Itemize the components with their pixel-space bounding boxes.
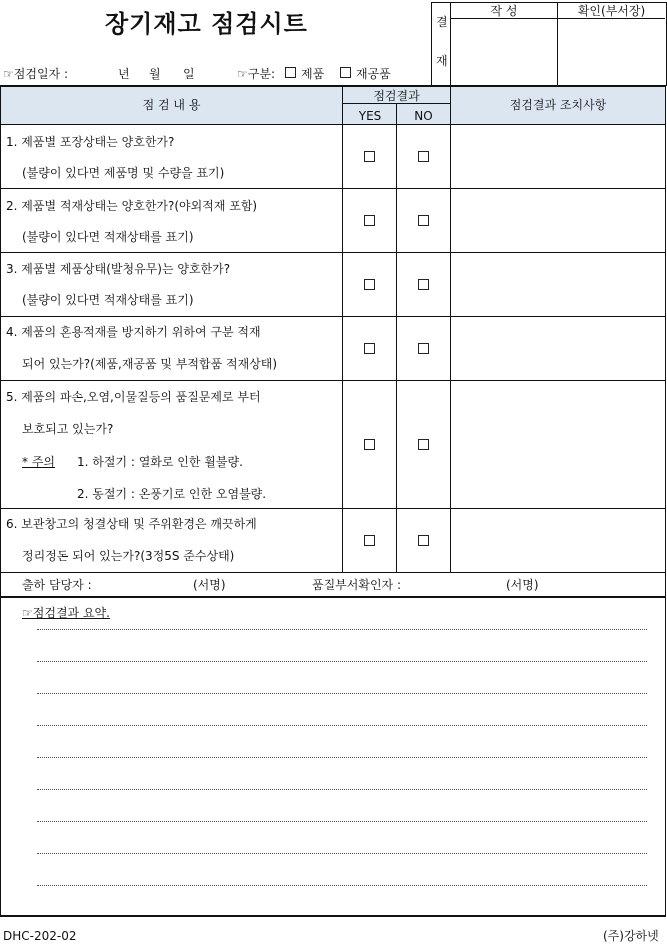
item-2-question: 2. 제품별 적재상태는 양호한가?(야외적재 포함): [6, 199, 258, 213]
item-1-yes-checkbox[interactable]: [364, 151, 375, 162]
item-4-question: 4. 제품의 혼용적재를 방지하기 위하여 구분 적재: [6, 325, 261, 339]
company-name: (주)강하넷: [603, 929, 659, 943]
approval-side-top: 결: [436, 15, 448, 29]
item-5-yes-checkbox[interactable]: [364, 439, 375, 450]
col-yes-header: YES: [358, 109, 382, 123]
approval-write-header: 작 성: [490, 4, 518, 18]
item-6-question-cont: 정리정돈 되어 있는가?(3정5S 준수상태): [22, 549, 235, 563]
item-2-instruction: (불량이 있다면 적재상태를 표기): [22, 230, 194, 244]
item-5-no-checkbox[interactable]: [418, 439, 429, 450]
item-3-yes-checkbox[interactable]: [364, 279, 375, 290]
item-4-action-cell[interactable]: [452, 318, 664, 379]
shipper-label: 출하 담당자 :: [22, 578, 92, 592]
item-5-action-cell[interactable]: [452, 382, 664, 507]
item-4-yes-checkbox[interactable]: [364, 343, 375, 354]
summary-area[interactable]: [37, 626, 649, 891]
category-label: ☞구분:: [237, 67, 275, 81]
item-3-action-cell[interactable]: [452, 254, 664, 315]
doc-code: DHC-202-02: [3, 929, 77, 943]
item-1-action-cell[interactable]: [452, 126, 664, 187]
approval-confirm-sign-cell[interactable]: [558, 19, 664, 84]
item-5-question-cont: 보호되고 있는가?: [22, 422, 114, 436]
summary-label: ☞점검결과 요약.: [22, 606, 110, 620]
date-year-label: 년: [118, 67, 130, 81]
item-3-question: 3. 제품별 제품상태(발청유무)는 양호한가?: [6, 262, 231, 276]
approval-write-sign-cell[interactable]: [451, 19, 557, 84]
item-6-action-cell[interactable]: [452, 510, 664, 571]
col-result-header: 점검결과: [373, 89, 420, 103]
item-1-instruction: (불량이 있다면 제품명 및 수량을 표기): [22, 166, 225, 180]
item-4-no-checkbox[interactable]: [418, 343, 429, 354]
qa-sign-field[interactable]: (서명): [506, 578, 539, 592]
item-5-question: 5. 제품의 파손,오염,이물질등의 품질문제로 부터: [6, 390, 261, 404]
date-day-label: 일: [183, 67, 195, 81]
date-month-label: 월: [149, 67, 161, 81]
approval-confirm-header: 확인(부서장): [577, 4, 646, 18]
item-6-yes-checkbox[interactable]: [364, 535, 375, 546]
item-5-note-summer: 1. 하절기 : 열화로 인한 휠불량.: [77, 455, 243, 469]
item-5-note-label: * 주의: [22, 455, 55, 469]
approval-side-bottom: 재: [436, 54, 448, 68]
item-3-no-checkbox[interactable]: [418, 279, 429, 290]
product-option-label: 제품: [301, 67, 325, 81]
item-1-question: 1. 제품별 포장상태는 양호한가?: [6, 135, 175, 149]
col-no-header: NO: [414, 109, 433, 123]
item-2-action-cell[interactable]: [452, 190, 664, 251]
item-4-question-cont: 되어 있는가?(제품,재공품 및 부적합품 적재상태): [22, 357, 278, 371]
wip-option-label: 재공품: [356, 67, 391, 81]
item-6-question: 6. 보관창고의 청결상태 및 주위환경은 깨끗하게: [6, 517, 257, 531]
qa-label: 품질부서확인자 :: [312, 578, 402, 592]
col-action-header: 점검결과 조치사항: [509, 98, 607, 112]
item-2-no-checkbox[interactable]: [418, 215, 429, 226]
item-3-instruction: (불량이 있다면 적재상태를 표기): [22, 293, 194, 307]
page-title: 장기재고 점검시트: [105, 10, 308, 38]
shipper-sign-field[interactable]: (서명): [193, 578, 226, 592]
item-1-no-checkbox[interactable]: [418, 151, 429, 162]
item-2-yes-checkbox[interactable]: [364, 215, 375, 226]
item-5-note-winter: 2. 동절기 : 온풍기로 인한 오염불량.: [77, 487, 267, 501]
wip-checkbox[interactable]: [340, 67, 351, 78]
product-checkbox[interactable]: [285, 67, 296, 78]
col-content-header: 점 검 내 용: [142, 98, 201, 112]
item-6-no-checkbox[interactable]: [418, 535, 429, 546]
date-label: ☞점검일자 :: [3, 67, 68, 81]
